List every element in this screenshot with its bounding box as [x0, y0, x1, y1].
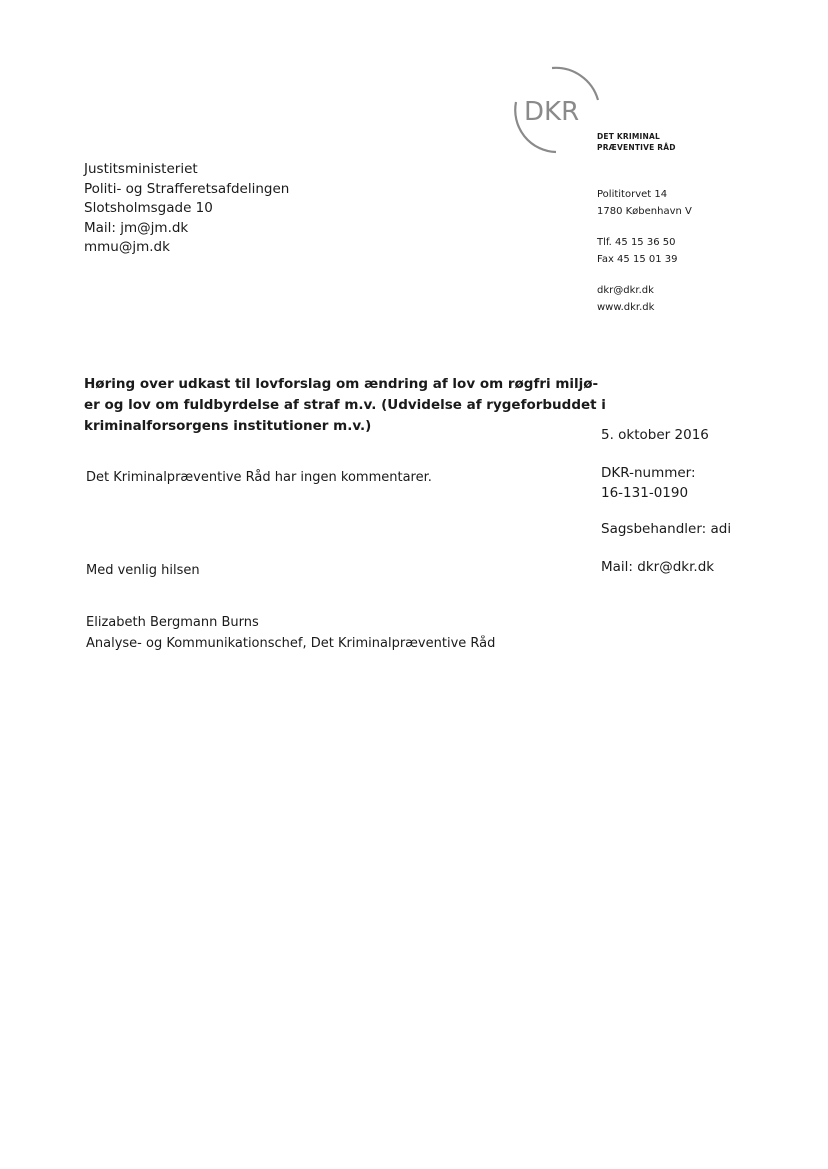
org-name	[597, 131, 676, 153]
case-handler: Sagsbehandler: adi	[601, 521, 732, 537]
sender-email: dkr@dkr.dk	[597, 285, 654, 296]
signer-name: Elizabeth Bergmann Burns	[86, 615, 259, 630]
recipient-line: Mail: jm@jm.dk	[84, 219, 189, 236]
logo-text: DKR	[524, 97, 580, 127]
case-mail: Mail: dkr@dkr.dk	[601, 559, 715, 575]
case-number: 16-131-0190	[601, 484, 689, 501]
subject-line: kriminalforsorgens institutioner m.v.)	[84, 418, 372, 434]
dkr-logo-mark	[504, 62, 608, 154]
sender-phone: Tlf. 45 15 36 50	[597, 237, 676, 248]
signature-block	[86, 612, 495, 654]
sender-website: www.dkr.dk	[597, 302, 655, 313]
sender-phone-block	[597, 234, 678, 268]
signer-title: Analyse- og Kommunikationschef, Det Kriminalpræventive Råd	[86, 636, 496, 651]
recipient-line: Justitsministeriet	[84, 161, 198, 177]
letter-body: Det Kriminalpræventive Råd har ingen kommentarer.	[86, 470, 432, 485]
sender-street: Polititorvet 14	[597, 189, 668, 200]
letter-subject	[84, 374, 614, 437]
sender-address	[597, 186, 692, 220]
org-name-line-2: PRÆVENTIVE RÅD	[597, 143, 676, 152]
case-number-block	[601, 464, 696, 503]
recipient-address	[84, 160, 289, 258]
subject-line: er og lov om fuldbyrdelse af straf m.v. (Udvidelse af rygeforbuddet i	[84, 397, 606, 413]
subject-line: Høring over udkast til lovforslag om ændring af lov om røgfri miljø-	[84, 376, 599, 392]
sender-online-block	[597, 282, 654, 316]
closing-greeting: Med venlig hilsen	[86, 563, 200, 578]
recipient-line: Politi- og Strafferetsafdelingen	[84, 180, 290, 197]
letter-date: 5. oktober 2016	[601, 427, 709, 443]
sender-fax: Fax 45 15 01 39	[597, 254, 678, 265]
case-number-label: DKR-nummer:	[601, 465, 696, 481]
dkr-logo	[504, 62, 608, 154]
recipient-line: mmu@jm.dk	[84, 239, 170, 255]
sender-city: 1780 København V	[597, 206, 692, 217]
org-name-line-1: DET KRIMINAL	[597, 132, 660, 141]
recipient-line: Slotsholmsgade 10	[84, 200, 213, 216]
